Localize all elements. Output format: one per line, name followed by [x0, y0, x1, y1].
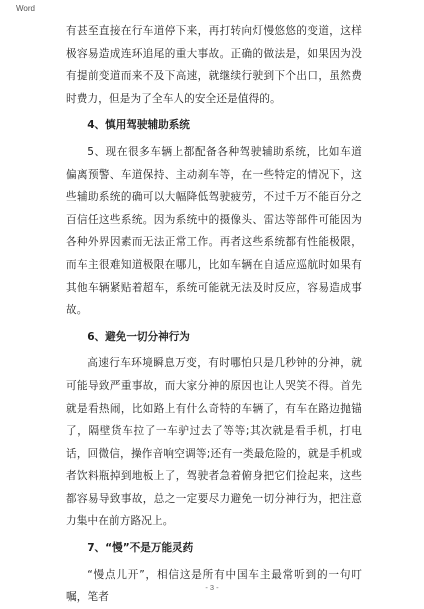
document-body	[66, 20, 362, 609]
intro-paragraph: 有甚至直接在行车道停下来，再打转向灯慢悠悠的变道，这样极容易造成连环追尾的重大事故。正确的做法是，如果因为没有提前变道而来不及下高速，就继续行驶到下个出口，虽然费时费力，但是为了全车人的安全还是值得的。	[66, 25, 362, 105]
page-number: - 3 -	[205, 583, 219, 592]
section-6-heading: 6、避免一切分神行为	[87, 330, 190, 343]
section-6-paragraph: 高速行车环境瞬息万变，有时哪怕只是几秒钟的分神，就可能导致严重事故，而大家分神的原因也让人哭笑不得。首先就是看热闹，比如路上有什么奇特的车辆了，有车在路边抛锚了，隔壁货车拉了一车驴过去了等等;其次就是看手机，打电话，回微信，操作音响空调等;还有一类最危险的，就是手机或者饮料瓶掉到地板上了，驾驶者急着俯身把它们捡起来，这些都容易导致事故，总之一定要尽力避免一切分神行为，把注意力集中在前方路况上。	[66, 357, 362, 528]
section-7-heading: 7、“慢”不是万能灵药	[87, 542, 194, 555]
app-label: Word	[16, 4, 35, 13]
section-4-heading: 4、慎用驾驶辅助系统	[87, 119, 190, 132]
section-4-paragraph: 5、现在很多车辆上都配备各种驾驶辅助系统，比如车道偏离预警、车道保持、主动刹车等，在一些特定的情况下，这些辅助系统的确可以大幅降低驾驶疲劳，不过千万不能百分之百信任这些系统。因为系统中的摄像头、雷达等部件可能因为各种外界因素而无法正常工作。再者这些系统都有性能极限，而车主很难知道极限在哪儿，比如车辆在自适应巡航时如果有其他车辆紧贴着超车，系统可能就无法及时反应，容易造成事故。	[66, 145, 362, 317]
section-7-paragraph: “慢点儿开”，相信这是所有中国车主最常听到的一句叮嘱，笔者	[66, 568, 362, 604]
